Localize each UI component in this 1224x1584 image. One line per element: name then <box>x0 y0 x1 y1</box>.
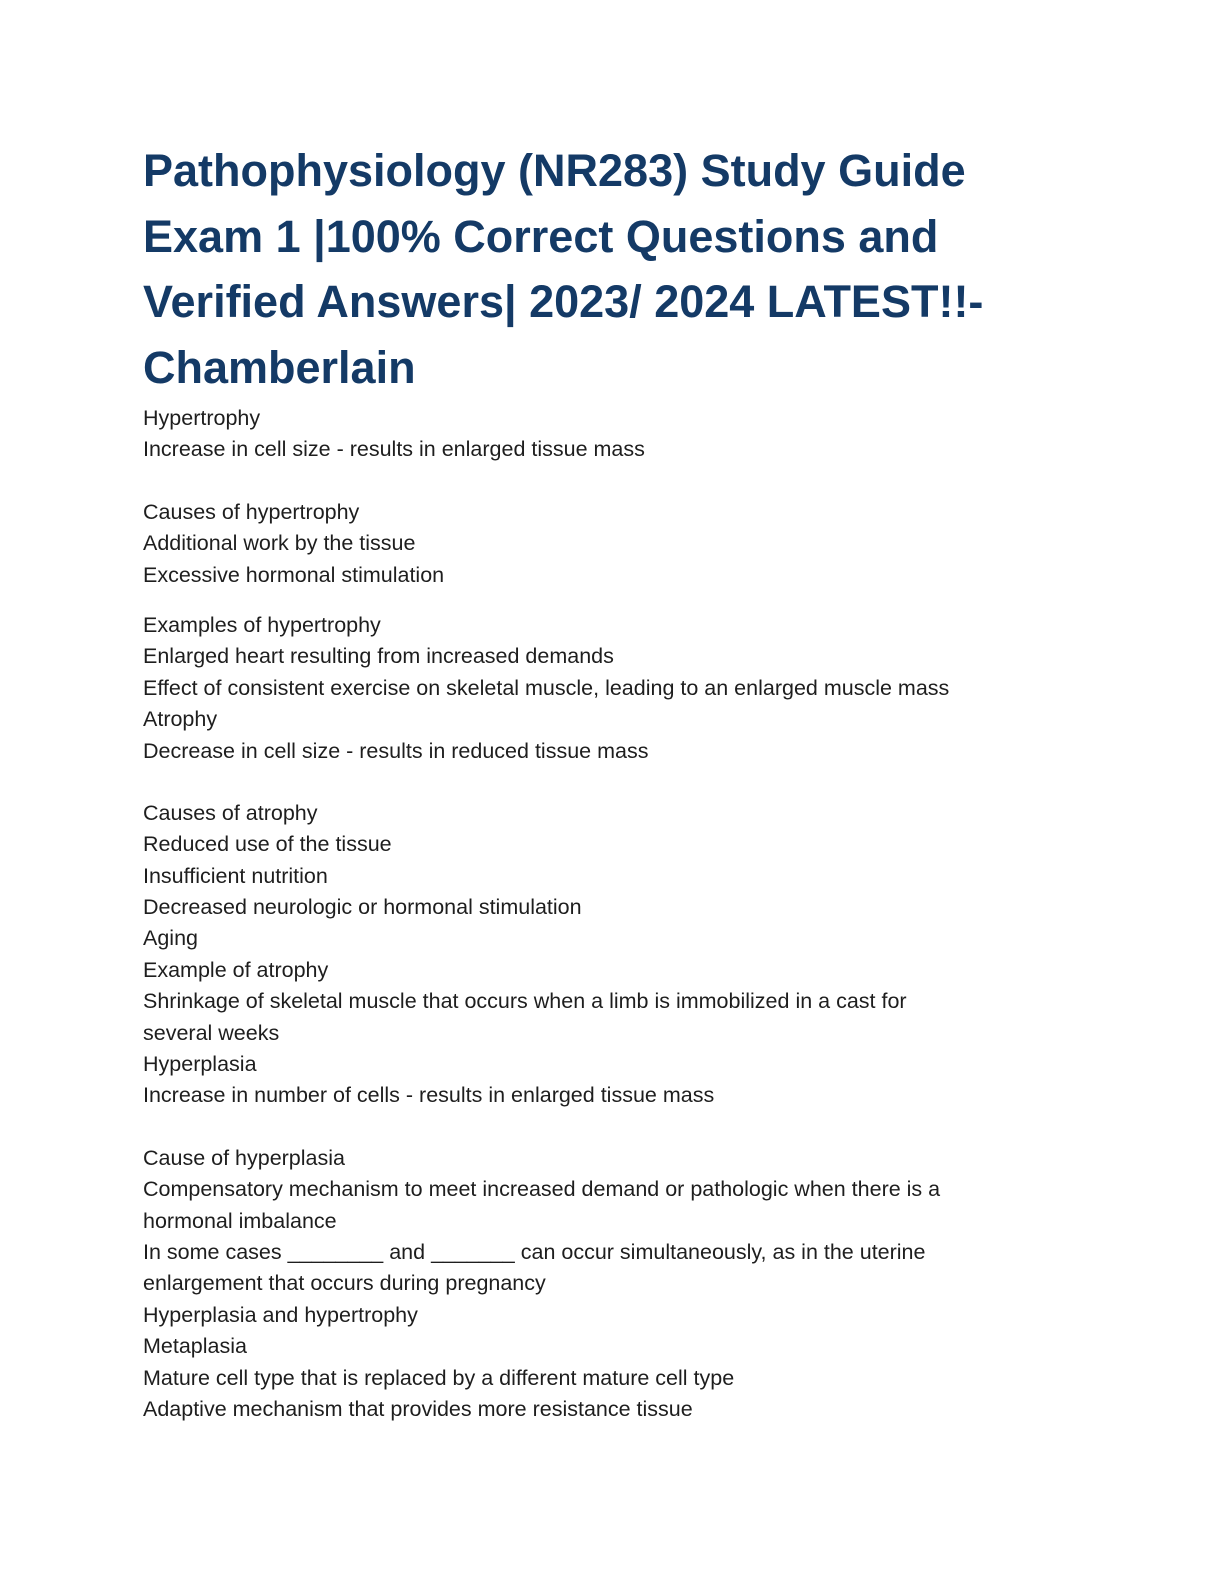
term-line: Examples of hypertrophy <box>143 612 381 637</box>
term-line: Example of atrophy <box>143 957 329 982</box>
question-line: In some cases ________ and _______ can occur simultaneously, as in the uterine <box>143 1239 926 1264</box>
definition-line: Adaptive mechanism that provides more resistance tissue <box>143 1396 693 1421</box>
definition-line: Decrease in cell size - results in reduced tissue mass <box>143 738 649 763</box>
term-line: Causes of hypertrophy <box>143 499 360 524</box>
definition-line: hormonal imbalance <box>143 1208 337 1233</box>
answer-line: Hyperplasia and hypertrophy <box>143 1302 418 1327</box>
paragraph-gap <box>143 466 1083 497</box>
definition-line: Increase in number of cells - results in enlarged tissue mass <box>143 1083 715 1108</box>
paragraph-gap <box>143 591 1083 610</box>
document-title <box>143 138 1083 400</box>
definition-line: Excessive hormonal stimulation <box>143 562 445 587</box>
definition-line: Aging <box>143 926 198 951</box>
title-line: Chamberlain <box>143 341 416 393</box>
definition-line: Additional work by the tissue <box>143 531 416 556</box>
title-line: Verified Answers| 2023/ 2024 LATEST!!- <box>143 276 984 327</box>
definition-line: Shrinkage of skeletal muscle that occurs when a limb is immobilized in a cast for <box>143 989 907 1014</box>
term-line: Atrophy <box>143 707 218 732</box>
title-line: Pathophysiology (NR283) Study Guide <box>143 145 966 196</box>
term-line: Hyperplasia <box>143 1052 257 1077</box>
definition-line: Reduced use of the tissue <box>143 832 392 857</box>
term-line: Metaplasia <box>143 1334 247 1359</box>
document-body <box>143 403 1083 1425</box>
definition-line: Effect of consistent exercise on skeletal muscle, leading to an enlarged muscle mass <box>143 675 950 700</box>
term-line: Hypertrophy <box>143 406 261 430</box>
definition-line: Mature cell type that is replaced by a different mature cell type <box>143 1365 735 1390</box>
definition-line: Decreased neurologic or hormonal stimulation <box>143 895 582 920</box>
question-line: enlargement that occurs during pregnancy <box>143 1271 546 1296</box>
definition-line: several weeks <box>143 1020 280 1045</box>
term-line: Causes of atrophy <box>143 800 318 825</box>
definition-line: Compensatory mechanism to meet increased demand or pathologic when there is a <box>143 1177 941 1202</box>
definition-line: Enlarged heart resulting from increased demands <box>143 644 614 669</box>
term-line: Cause of hyperplasia <box>143 1145 345 1170</box>
definition-line: Increase in cell size - results in enlarged tissue mass <box>143 437 645 462</box>
title-line: Exam 1 |100% Correct Questions and <box>143 210 939 262</box>
document-page <box>143 138 1083 1425</box>
paragraph-gap <box>143 1112 1083 1143</box>
paragraph-gap <box>143 767 1083 798</box>
definition-line: Insufficient nutrition <box>143 863 328 888</box>
